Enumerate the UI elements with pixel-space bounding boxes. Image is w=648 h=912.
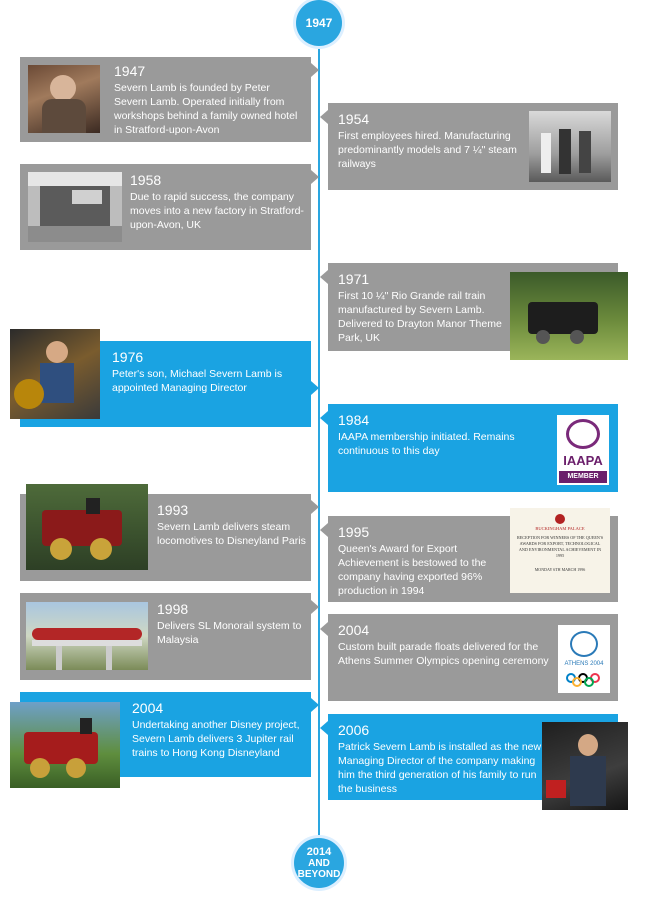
event-description: First employees hired. Manufacturing predominantly models and 7 ¼" steam railways — [338, 130, 517, 170]
founder-photo — [28, 65, 100, 133]
event-year: 2004 — [338, 622, 370, 638]
pointer — [311, 698, 319, 712]
award-header: BUCKINGHAM PALACE — [535, 526, 585, 531]
event-description: IAAPA membership initiated. Remains continuous to this day — [338, 431, 515, 457]
athens-text: ATHENS 2004 — [564, 661, 604, 667]
end-label-line1: 2014 — [306, 845, 332, 858]
event-year: 1954 — [338, 111, 370, 127]
event-description: Severn Lamb delivers steam locomotives to Disneyland Paris — [157, 521, 306, 547]
event-description: Peter's son, Michael Severn Lamb is appointed Managing Director — [112, 368, 283, 394]
event-year: 1998 — [157, 601, 189, 617]
event-year: 2004 — [132, 700, 164, 716]
event-1954-card — [328, 103, 618, 190]
event-1984-card — [328, 404, 618, 492]
pointer — [311, 381, 319, 395]
event-description: Custom built parade floats delivered for the Athens Summer Olympics opening ceremony — [338, 641, 549, 667]
end-label-line3: BEYOND — [297, 868, 341, 880]
event-description: First 10 ¼" Rio Grande rail train manufactured by Severn Lamb. Delivered to Drayton Manor Theme Park, UK — [338, 290, 502, 344]
event-description: Due to rapid success, the company moves into a new factory in Stratford-upon-Avon, UK — [130, 191, 304, 231]
event-year: 1984 — [338, 412, 370, 428]
iaapa-text: IAAPA — [563, 453, 603, 468]
event-description: Delivers SL Monorail system to Malaysia — [157, 620, 302, 646]
event-year: 1947 — [114, 63, 146, 79]
timeline-axis — [318, 30, 320, 870]
event-year: 1958 — [130, 172, 162, 188]
pointer — [311, 170, 319, 184]
pointer — [320, 411, 328, 425]
disneyland-paris-locomotive-photo — [26, 484, 148, 570]
queens-award-invitation — [510, 508, 610, 593]
olympic-rings-icon — [566, 673, 602, 687]
end-label-line2: AND — [308, 857, 330, 869]
iaapa-member-text: MEMBER — [559, 471, 607, 483]
event-year: 1993 — [157, 502, 189, 518]
pointer — [320, 721, 328, 735]
award-date: MONDAY 6TH MARCH 1996 — [534, 567, 586, 572]
event-1947-card — [20, 57, 311, 142]
event-description: Undertaking another Disney project, Severn Lamb delivers 3 Jupiter rail trains to Hong Kong Disneyland — [132, 719, 300, 759]
hong-kong-jupiter-train-photo — [10, 702, 120, 788]
employees-photo — [529, 111, 611, 182]
pointer — [311, 63, 319, 77]
pointer — [311, 600, 319, 614]
event-year: 1976 — [112, 349, 144, 365]
factory-photo — [28, 172, 122, 242]
start-year-badge: 1947 — [296, 0, 342, 46]
event-2004-athens-card — [328, 614, 618, 701]
athens-2004-logo — [558, 625, 610, 693]
event-description: Patrick Severn Lamb is installed as the new Managing Director of the company making him the third generation of his family to run the business — [338, 741, 542, 795]
event-year: 1971 — [338, 271, 370, 287]
pointer — [320, 622, 328, 636]
event-year: 2006 — [338, 722, 370, 738]
event-year: 1995 — [338, 524, 370, 540]
malaysia-monorail-photo — [26, 602, 148, 670]
michael-photo — [10, 329, 100, 419]
pointer — [320, 523, 328, 537]
end-badge — [294, 838, 344, 888]
event-1958-card — [20, 164, 311, 250]
pointer — [320, 270, 328, 284]
pointer — [320, 110, 328, 124]
patrick-photo — [542, 722, 628, 810]
iaapa-logo — [557, 415, 609, 485]
pointer — [311, 500, 319, 514]
award-body: RECEPTION FOR WINNERS OF THE QUEEN'S AWARDS FOR EXPORT, TECHNOLOGICAL AND ENVIRONMENTAL ACHIEVEMENT IN 1995 — [516, 535, 604, 558]
event-description: Queen's Award for Export Achievement is bestowed to the company having exported 96% production in 1994 — [338, 543, 487, 597]
rio-grande-train-photo — [510, 272, 628, 360]
event-description: Severn Lamb is founded by Peter Severn Lamb. Operated initially from workshops behind a family owned hotel in Stratford-upon-Avon — [114, 82, 298, 136]
